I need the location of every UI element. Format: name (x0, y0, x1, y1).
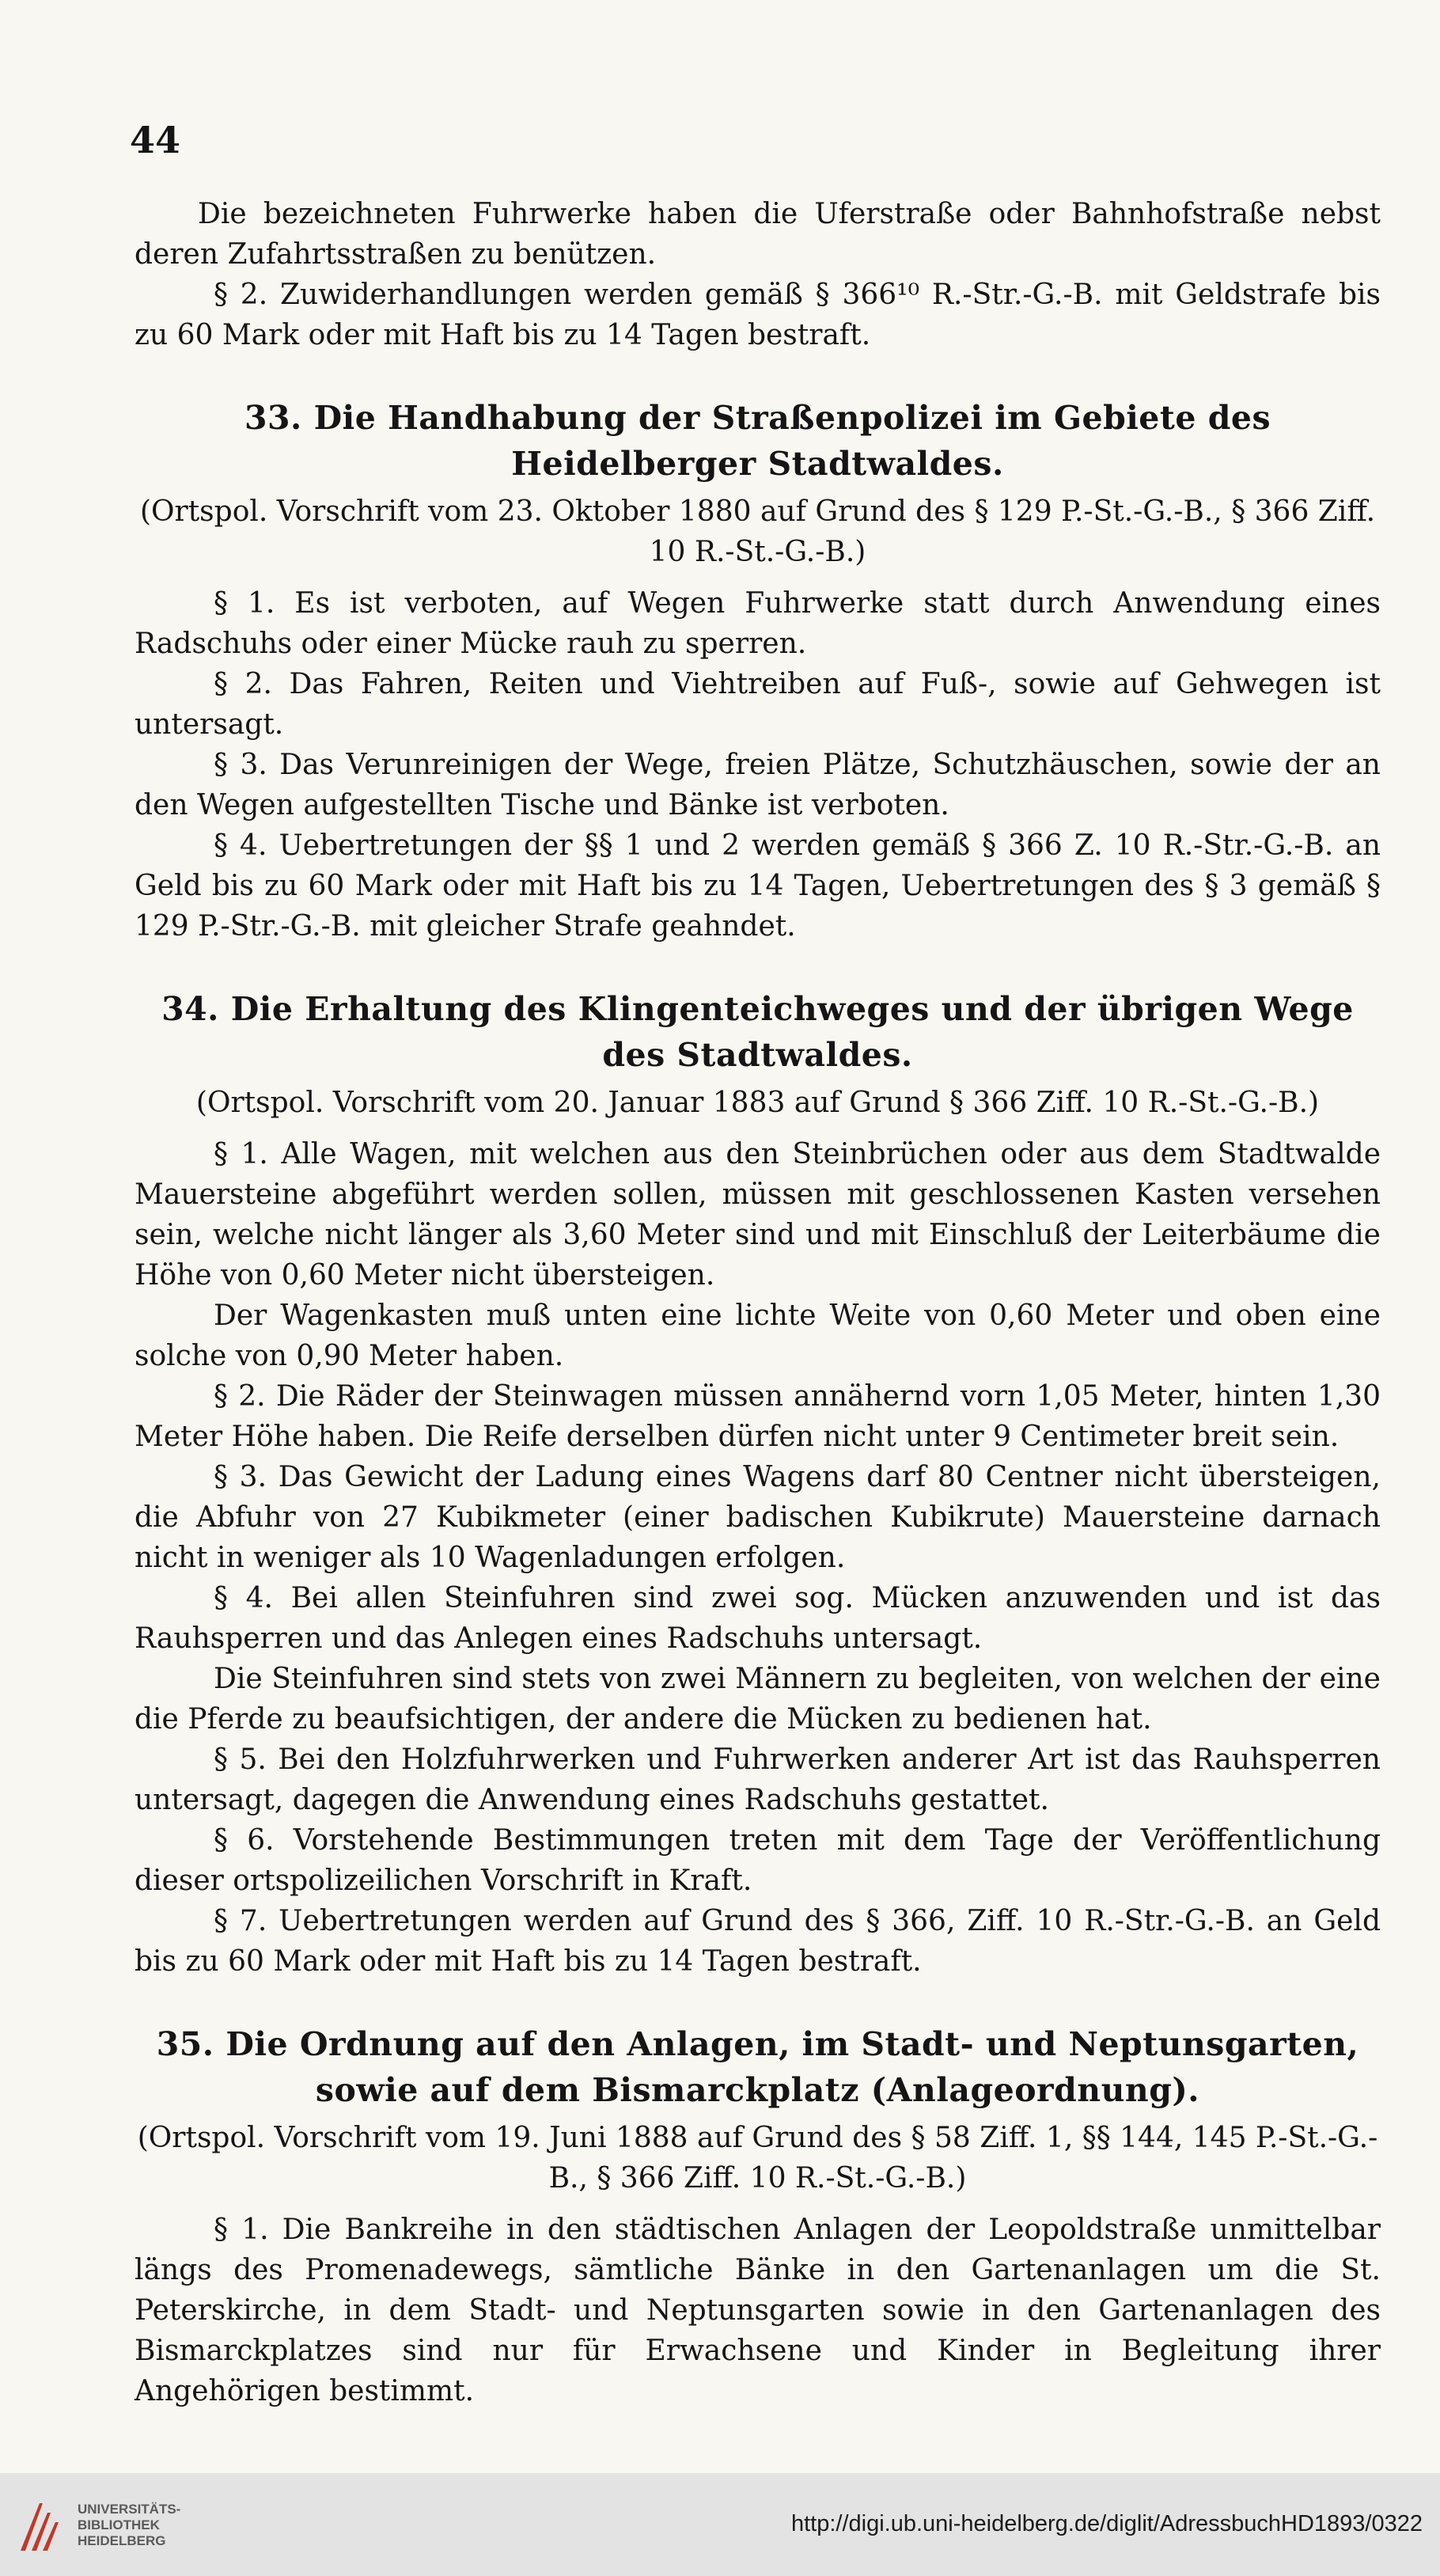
page-number: 44 (130, 119, 181, 161)
paragraph: § 1. Die Bankreihe in den städtischen Anlagen der Leopoldstraße unmittelbar längs des Promenadewegs, sämtliche Bänke in den Gartenanlagen um die St. Peterskirche, in dem Stadt- und Neptunsgarten sowie in den Gartenanlagen des Bismarckplatzes sind nur für Erwachsene und Kinder in Begleitung ihrer Angehörigen bestimmt. (135, 2214, 1381, 2407)
section-title: Die Erhaltung des Klingenteichweges und der übrigen Wege des Stadtwaldes. (230, 990, 1354, 1074)
section-source: (Ortspol. Vorschrift vom 19. Juni 1888 auf Grund des § 58 Ziff. 1, §§ 144, 145 P.-St.-G.-B., § 366 Ziff. 10 R.-St.-G.-B.) (137, 2122, 1378, 2195)
paragraph: § 4. Uebertretungen der §§ 1 und 2 werden gemäß § 366 Z. 10 R.-Str.-G.-B. an Geld bis zu 60 Mark oder mit Haft bis zu 14 Tagen, Uebertretungen des § 3 gemäß § 129 P.-Str.-G.-B. mit gleicher Strafe geahndet. (135, 829, 1381, 943)
logo-line: HEIDELBERG (78, 2533, 166, 2548)
library-logo-icon (16, 2498, 66, 2554)
section-heading (135, 986, 1381, 1078)
page-body (135, 194, 1381, 2411)
source-url-link[interactable]: http://digi.ub.uni-heidelberg.de/diglit/AdressbuchHD1893/0322 (790, 2511, 1423, 2536)
paragraph: § 3. Das Verunreinigen der Wege, freien Plätze, Schutzhäuschen, sowie der an den Wegen aufgestellten Tische und Bänke ist verboten. (135, 749, 1381, 821)
paragraph: Die Steinfuhren sind stets von zwei Männern zu begleiten, von welchen der eine die Pferde zu beaufsichtigen, der andere die Mücken zu bedienen hat. (135, 1663, 1381, 1736)
section-source: (Ortspol. Vorschrift vom 20. Januar 1883 auf Grund § 366 Ziff. 10 R.-St.-G.-B.) (195, 1087, 1320, 1119)
library-logo-text (78, 2502, 180, 2549)
viewer-footer (0, 2473, 1440, 2576)
section-number: 35. (156, 2025, 214, 2063)
paragraph: § 2. Das Fahren, Reiten und Viehtreiben auf Fuß-, sowie auf Gehwegen ist untersagt. (135, 668, 1381, 741)
intro-paragraph: § 2. Zuwiderhandlungen werden gemäß § 366¹⁰ R.-Str.-G.-B. mit Geldstrafe bis zu 60 Mark oder mit Haft bis zu 14 Tagen bestraft. (135, 279, 1381, 351)
section-heading (135, 2021, 1381, 2113)
paragraph: § 6. Vorstehende Bestimmungen treten mit dem Tage der Veröffentlichung dieser ortspolizeilichen Vorschrift in Kraft. (135, 1824, 1381, 1897)
paragraph: Der Wagenkasten muß unten eine lichte Weite von 0,60 Meter und oben eine solche von 0,90 Meter haben. (135, 1299, 1381, 1372)
section-number: 34. (161, 990, 219, 1028)
section-source: (Ortspol. Vorschrift vom 23. Oktober 1880 auf Grund des § 129 P.-St.-G.-B., § 366 Ziff. 10 R.-St.-G.-B.) (139, 495, 1376, 568)
section-heading (135, 395, 1381, 487)
paragraph: § 3. Das Gewicht der Ladung eines Wagens darf 80 Centner nicht übersteigen, die Abfuhr von 27 Kubikmeter (einer badischen Kubikrute) Mauersteine darnach nicht in weniger als 10 Wagenladungen erfolgen. (135, 1461, 1381, 1574)
paragraph: § 4. Bei allen Steinfuhren sind zwei sog. Mücken anzuwenden und ist das Rauhsperren und das Anlegen eines Radschuhs untersagt. (135, 1582, 1381, 1655)
section-title: Die Handhabung der Straßenpolizei im Gebiete des Heidelberger Stadtwaldes. (313, 399, 1271, 483)
paragraph: § 2. Die Räder der Steinwagen müssen annähernd vorn 1,05 Meter, hinten 1,30 Meter Höhe haben. Die Reife derselben dürfen nicht unter 9 Centimeter breit sein. (135, 1380, 1381, 1453)
logo-line: BIBLIOTHEK (78, 2517, 160, 2532)
intro-paragraph: Die bezeichneten Fuhrwerke haben die Uferstraße oder Bahnhofstraße nebst deren Zufahrtsstraßen zu benützen. (135, 198, 1381, 271)
section-number: 33. (244, 399, 302, 437)
section-title: Die Ordnung auf den Anlagen, im Stadt- und Neptunsgarten, sowie auf dem Bismarckplatz (Anlageordnung). (225, 2025, 1359, 2109)
paragraph: § 5. Bei den Holzfuhrwerken und Fuhrwerken anderer Art ist das Rauhsperren untersagt, dagegen die Anwendung eines Radschuhs gestattet. (135, 1743, 1381, 1816)
paragraph: § 1. Es ist verboten, auf Wegen Fuhrwerke statt durch Anwendung eines Radschuhs oder einer Mücke rauh zu sperren. (135, 587, 1381, 660)
paragraph: § 7. Uebertretungen werden auf Grund des § 366, Ziff. 10 R.-Str.-G.-B. an Geld bis zu 60 Mark oder mit Haft bis zu 14 Tagen bestraft. (135, 1905, 1381, 1978)
logo-line: UNIVERSITÄTS- (78, 2502, 181, 2517)
paragraph: § 1. Alle Wagen, mit welchen aus den Steinbrüchen oder aus dem Stadtwalde Mauersteine abgeführt werden sollen, müssen mit geschlossenen Kasten versehen sein, welche nicht länger als 3,60 Meter sind und mit Einschluß der Leiterbäume die Höhe von 0,60 Meter nicht übersteigen. (135, 1138, 1381, 1292)
